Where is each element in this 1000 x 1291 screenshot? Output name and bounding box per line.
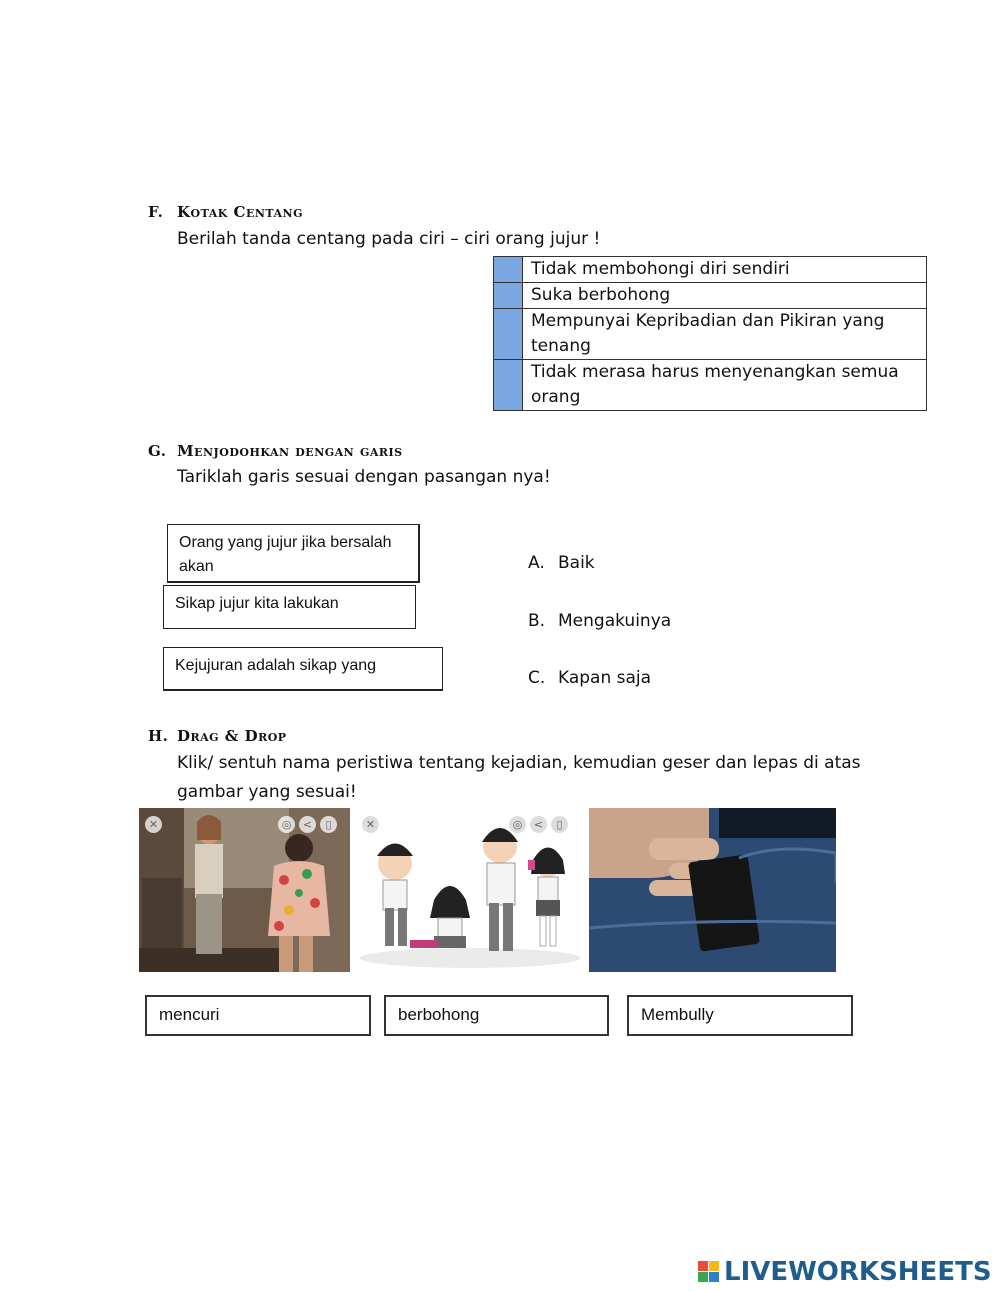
drop-target-image-stealing[interactable] <box>589 808 836 972</box>
bookmark-icon: ▯ <box>320 816 337 833</box>
share-icon: < <box>530 816 547 833</box>
lens-icon: ◎ <box>509 816 526 833</box>
table-cell-text: Tidak merasa harus menyenangkan semua orang <box>523 360 927 411</box>
liveworksheets-logo <box>698 1256 992 1288</box>
logo-blocks-icon <box>698 1261 720 1283</box>
drag-label[interactable]: Membully <box>627 995 853 1036</box>
drag-label[interactable]: mencuri <box>145 995 371 1036</box>
logo-text: LIVEWORKSHEETS <box>724 1257 992 1287</box>
photo-pickpocket <box>589 808 836 972</box>
option-text: Baik <box>558 553 595 573</box>
option-letter: B. <box>528 611 546 631</box>
table-row <box>494 283 927 309</box>
section-h-instruction-1: Klik/ sentuh nama peristiwa tentang kejadian, kemudian geser dan lepas di atas <box>177 753 861 773</box>
section-g-instruction: Tariklah garis sesuai dengan pasangan nya! <box>177 467 551 487</box>
table-cell-text: Suka berbohong <box>523 283 927 309</box>
match-left-item[interactable]: Sikap jujur kita lakukan <box>163 585 416 629</box>
match-option[interactable] <box>528 611 671 631</box>
bookmark-icon: ▯ <box>551 816 568 833</box>
checkbox[interactable] <box>494 360 523 411</box>
table-cell-text: Mempunyai Kepribadian dan Pikiran yang tenang <box>523 309 927 360</box>
table-cell-text: Tidak membohongi diri sendiri <box>523 257 927 283</box>
section-title: Menjodohkan dengan garis <box>177 442 403 460</box>
option-text: Kapan saja <box>558 668 652 688</box>
section-letter: F. <box>148 203 164 221</box>
checkbox[interactable] <box>494 309 523 360</box>
table-row <box>494 309 927 360</box>
lens-icon: ◎ <box>278 816 295 833</box>
checkbox[interactable] <box>494 283 523 309</box>
checkbox[interactable] <box>494 257 523 283</box>
table-row <box>494 257 927 283</box>
drop-target-image-lying[interactable] <box>139 808 350 972</box>
photo-icons-right <box>509 816 568 833</box>
photo-icons-right <box>278 816 337 833</box>
section-f-instruction: Berilah tanda centang pada ciri – ciri orang jujur ! <box>177 229 601 249</box>
close-icon: ✕ <box>362 816 379 833</box>
option-letter: C. <box>528 668 546 688</box>
section-letter: H. <box>148 727 169 745</box>
match-option[interactable] <box>528 553 595 573</box>
match-left-item[interactable]: Orang yang jujur jika bersalah akan <box>167 524 420 583</box>
drag-label[interactable]: berbohong <box>384 995 609 1036</box>
option-letter: A. <box>528 553 545 573</box>
section-h-instruction-2: gambar yang sesuai! <box>177 782 357 802</box>
table-row <box>494 360 927 411</box>
option-text: Mengakuinya <box>558 611 672 631</box>
photo-icons <box>362 816 379 833</box>
match-left-item[interactable]: Kejujuran adalah sikap yang <box>163 647 443 691</box>
section-title: Drag & Drop <box>177 727 287 745</box>
match-option[interactable] <box>528 668 651 688</box>
close-icon: ✕ <box>145 816 162 833</box>
section-title: Kotak Centang <box>177 203 303 221</box>
photo-icons <box>145 816 162 833</box>
section-letter: G. <box>148 442 167 460</box>
checkbox-table <box>493 256 927 411</box>
drop-target-image-bullying[interactable] <box>350 808 589 972</box>
share-icon: < <box>299 816 316 833</box>
